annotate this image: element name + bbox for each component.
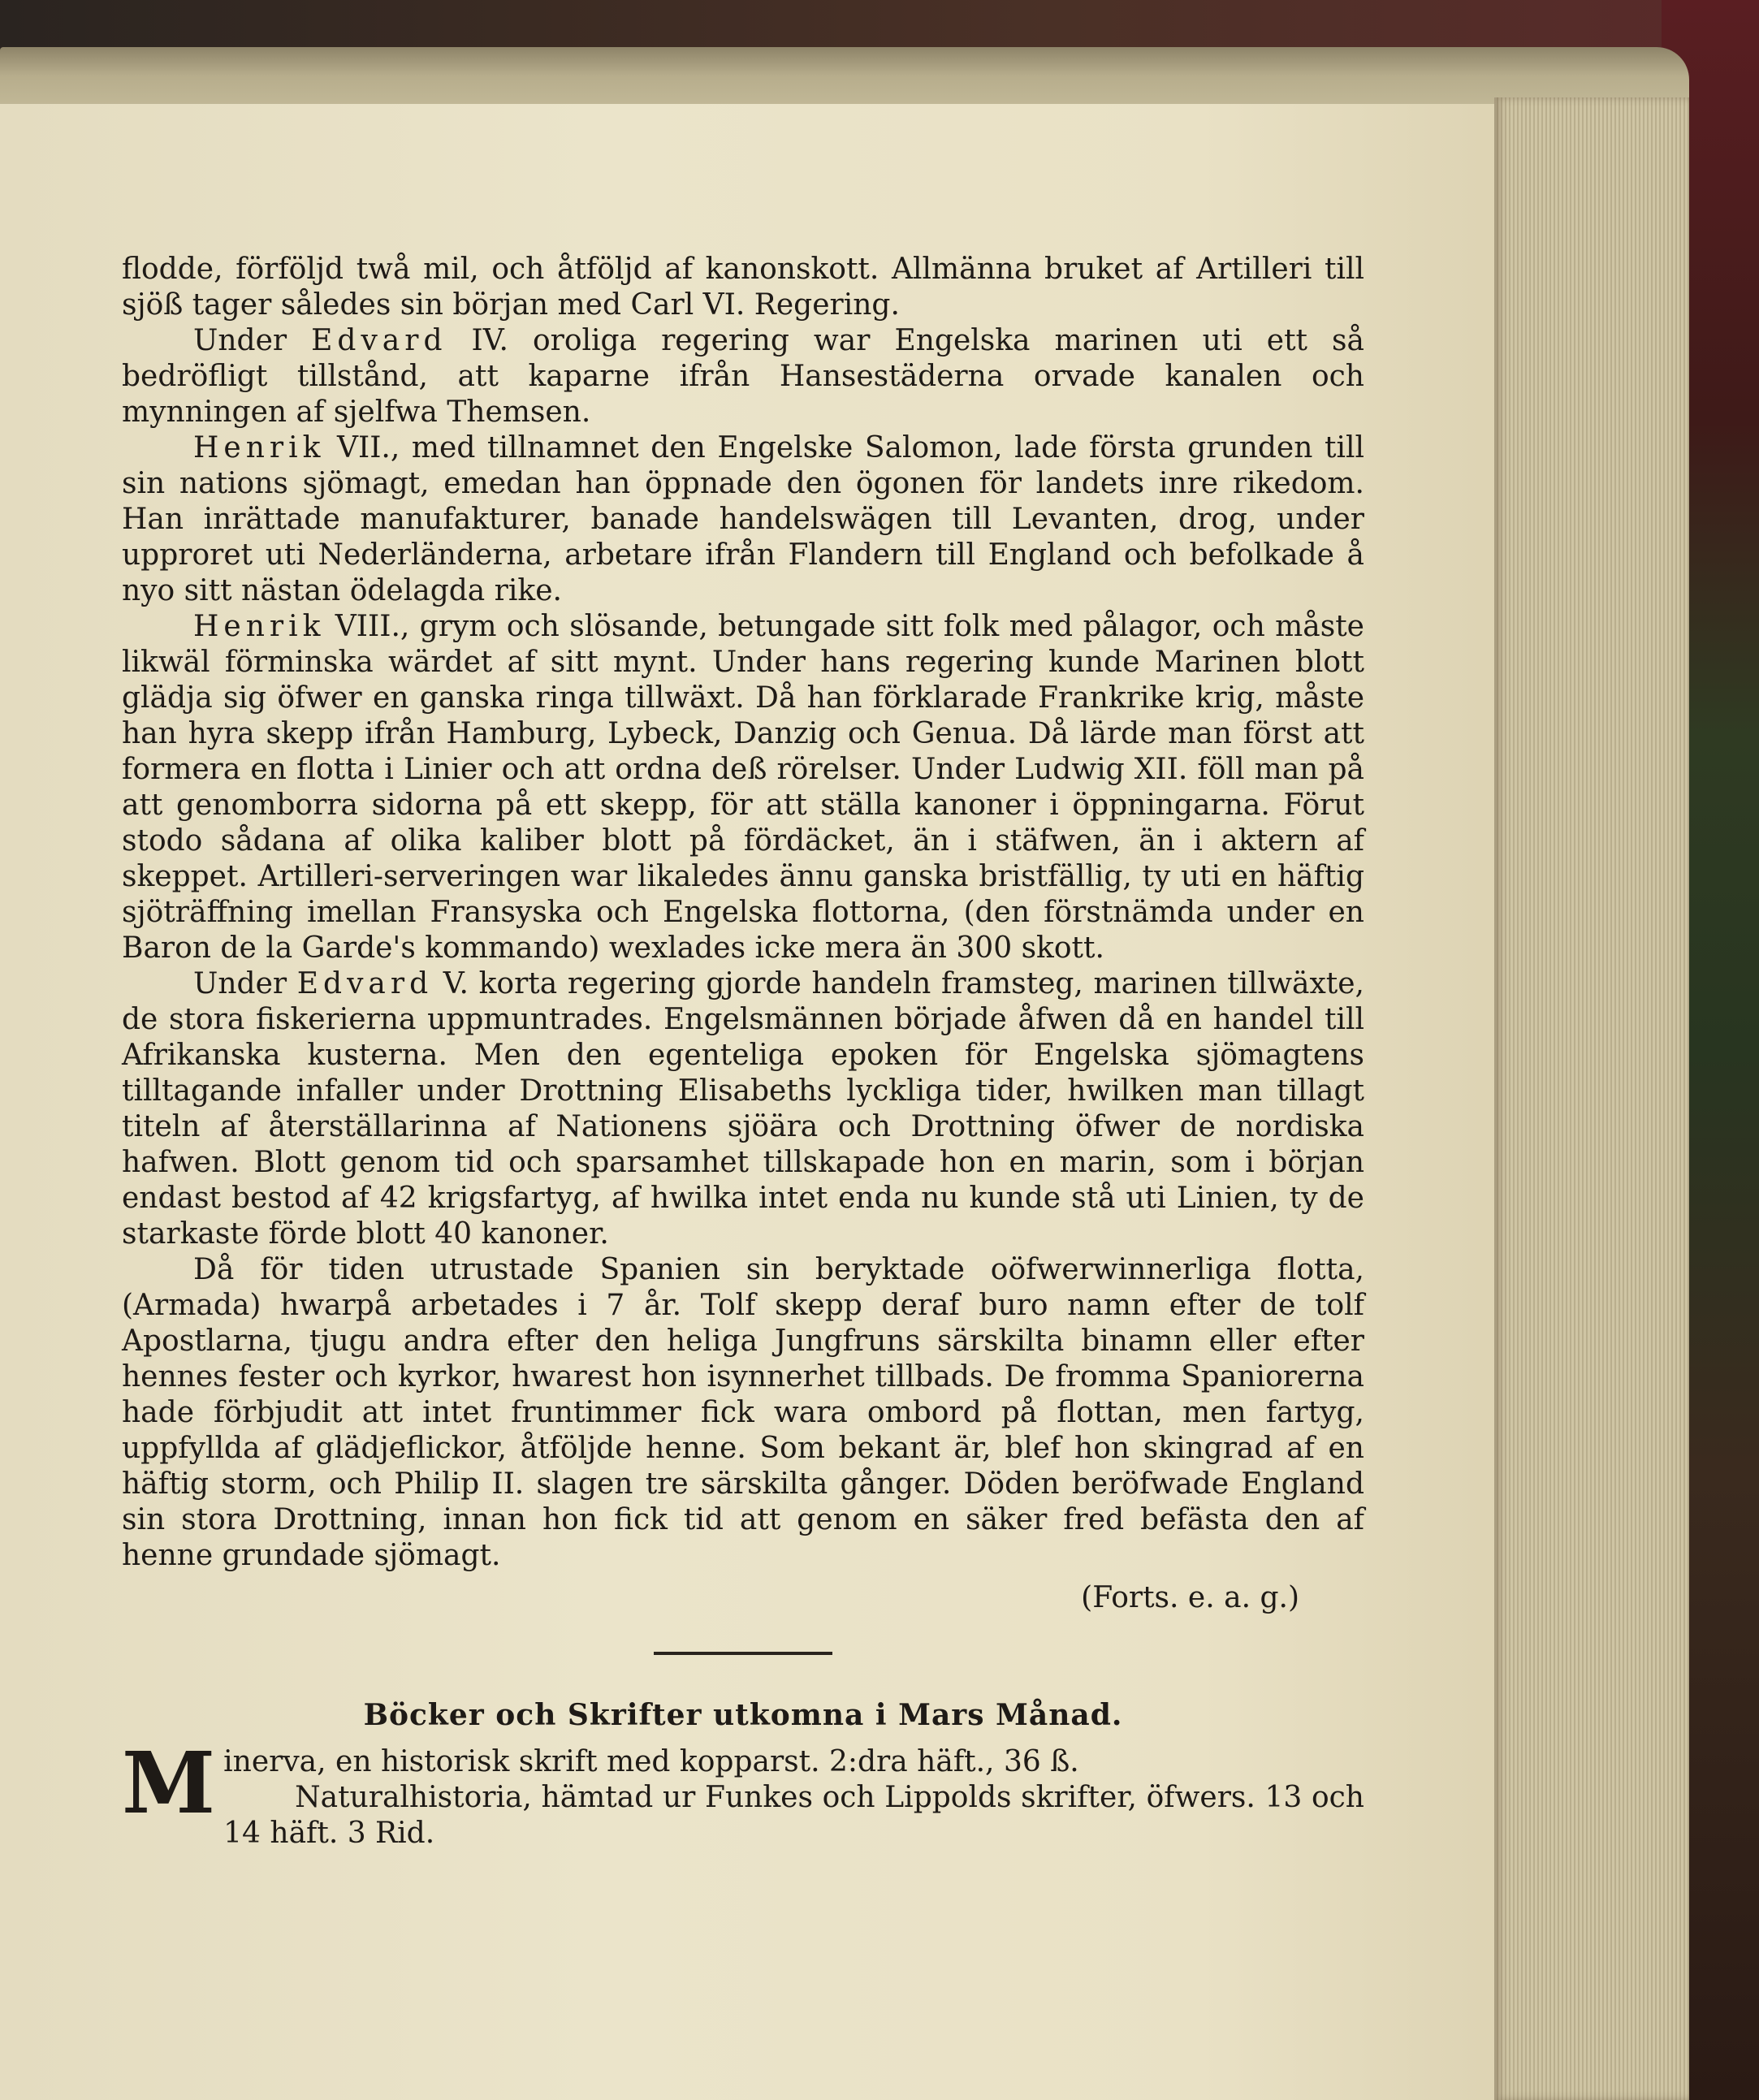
- paragraph-4-name: Henrik: [193, 610, 326, 643]
- book-entry-2: Naturalhistoria, hämtad ur Funkes och Lippolds skrifter, öfwers. 13 och 14 häft. 3 Rid.: [223, 1781, 1364, 1850]
- paragraph-6: Då för tiden utrustade Spanien sin beryktade oöfwerwinnerliga flotta, (Armada) hwarpå arbetades i 7 år. Tolf skepp deraf buro namn efter de tolf Apostlarna, tjugu andra efter den heliga Jungfruns särskilta binamn eller efter hennes fester och kyrkor, hwarest hon isynnerhet tillbads. De fromma Spaniorerna hade förbjudit att intet fruntimmer fick wara ombord på flottan, men fartyg, uppfyllda af glädjeflickor, åtföljde henne. Som bekant är, blef hon skingrad af en häftig storm, och Philip II. slagen tre särskilta gånger. Döden beröfwade England sin stora Drottning, innan hon fick tid att genom en säker fred befästa den af henne grundade sjömagt.: [122, 1253, 1364, 1572]
- paragraph-4: [122, 609, 1364, 966]
- book-entry-1-text: inerva, en historisk skrift med kopparst. 2:dra häft., 36 ß.: [223, 1745, 1079, 1778]
- paragraph-5: [122, 966, 1364, 1252]
- paragraph-3: [122, 430, 1364, 609]
- paragraph-2-name: Edvard: [311, 324, 447, 357]
- page-fore-edge: [1494, 97, 1689, 2100]
- section-divider: [654, 1652, 832, 1655]
- paragraph-2-body: IV. oroliga regering war Engelska marinen uti ett så bedröfligt tillstånd, att kaparne ifrån Hansestäderna orvade kanalen och mynningen af sjelfwa Themsen.: [122, 324, 1364, 429]
- drop-cap: M: [122, 1733, 216, 1833]
- page-text: [122, 252, 1364, 1852]
- section-title: Böcker och Skrifter utkomna i Mars Månad.: [363, 1698, 1123, 1732]
- paragraph-4-body: VIII., grym och slösande, betungade sitt folk med pålagor, och måste likwäl förminska wärdet af sitt mynt. Under hans regering kunde Marinen blott glädja sig öfwer en ganska ringa tillwäxt. Då han förklarade Frankrike krig, måste han hyra skepp ifrån Hamburg, Lybeck, Danzig och Genua. Då lärde man först att formera en flotta i Linier och att ordna deß rörelser. Under Ludwig XII. föll man på att genomborra sidorna på ett skepp, för att ställa kanoner i öppningarna. Förut stodo sådana af olika kaliber blott på fördäcket, än i stäfwen, än i aktern af skeppet. Artilleri-serveringen war likaledes ännu ganska bristfällig, ty uti en häftig sjöträffning imellan Fransyska och Engelska flottorna, (den förstnämda under en Baron de la Garde's kommando) wexlades icke mera än 300 skott.: [122, 610, 1364, 965]
- paragraph-3-body: VII., med tillnamnet den Engelske Salomon, lade första grunden till sin nations sjömagt, emedan han öppnade den ögonen för landets inre rikedom. Han inrättade manufakturer, banade handelswägen till Levanten, drog, under upproret uti Nederländerna, arbetare ifrån Flandern till England och befolkade å nyo sitt nästan ödelagda rike.: [122, 431, 1364, 607]
- continued-note: (Forts. e. a. g.): [1081, 1581, 1299, 1614]
- paragraph-2-lead: Under: [193, 324, 312, 357]
- paragraph-1: flodde, förföljd twå mil, och åtföljd af kanonskott. Allmänna bruket af Artilleri till sjöß tager således sin början med Carl VI. Regering.: [122, 253, 1364, 322]
- paragraph-2: [122, 323, 1364, 430]
- paragraph-5-lead: Under: [193, 967, 297, 1000]
- paragraph-5-body: V. korta regering gjorde handeln framsteg, marinen tillwäxte, de stora fiskerierna uppmuntrades. Engelsmännen började åfwen då en handel till Afrikanska kusterna. Men den egenteliga epoken för Engelska sjömagtens tilltagande infaller under Drottning Elisabeths lyckliga tider, hwilken man tillagt titeln af återställarinna af Nationens sjöära och Drottning öfwer de nordiska hafwen. Blott genom tid och sparsamhet tillskapade hon en marin, som i början endast bestod af 42 krigsfartyg, af hwilka intet enda nu kunde stå uti Linien, ty de starkaste förde blott 40 kanoner.: [122, 967, 1364, 1251]
- paragraph-5-name: Edvard: [296, 967, 434, 1000]
- paragraph-3-name: Henrik: [193, 431, 326, 465]
